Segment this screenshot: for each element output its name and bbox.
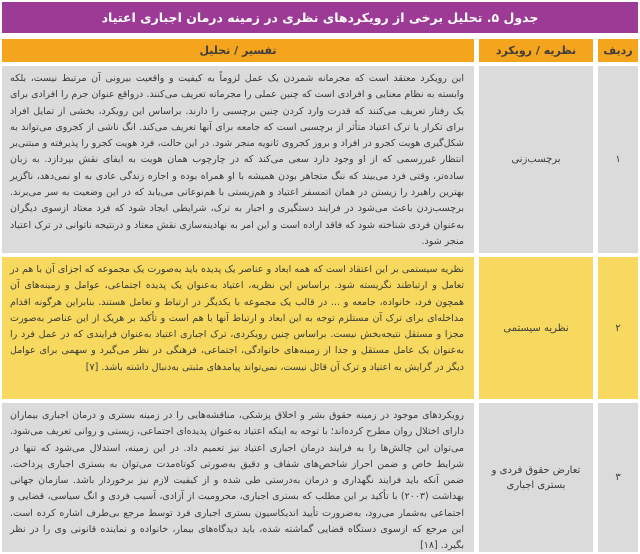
theory-cell: تعارض حقوق فردی و بستری اجباری bbox=[479, 403, 593, 552]
row-number-cell: ۳ bbox=[598, 403, 638, 552]
row-number-cell: ۲ bbox=[598, 257, 638, 399]
table-title-bar bbox=[2, 2, 638, 33]
column-header-row-number: ردیف bbox=[598, 39, 638, 62]
theories-table bbox=[0, 39, 640, 552]
column-header-analysis: تفسیر / تحلیل bbox=[2, 39, 474, 62]
analysis-cell: رویکردهای موجود در زمینه حقوق بشر و اخلاق پزشکی، مناقشه‌هایی را در زمینه بستری و درمان اجباری بیماران دارای اختلال روان مطرح کرده‌اند؛ با توجه به اینکه اعتیاد به‌عنوان پدیده‌ای اجتماعی، زیستی و روانی تعریف می‌شود. می‌توان این چالش‌ها را به فرایند درمان اجباری اعتیاد نیز تعمیم داد. در این زمینه، استدلال می‌شود که تنها در شرایط خاص و ضمن احراز شاخص‌های شفاف و دقیق به‌صورتی کوتاه‌مدت می‌توان به بستری اجباری پرداخت. ضمن آنکه باید فرایند نگهداری و درمان به‌درستی طی شده و از کیفیت لازم نیز برخوردار باشد. سازمان جهانی بهداشت (۲۰۰۳) با تأکید بر این مطلب که بستری اجباری، محرومیت از آزادی، آسیب فردی و انگ سیاسی، قضایی و اجتماعی به‌شمار می‌رود، به‌ضرورت تأیید اندیکاسیون بستری اجباری فرد توسط مرجع بی‌طرف اشاره کرده است. این مرجع که ازسوی دستگاه قضایی گماشته شده، باید دیدگاه‌های بیمار، خانواده و نماینده قانونی وی را در نظر بگیرد. [۱۸] bbox=[2, 403, 474, 552]
analysis-cell: این رویکرد معتقد است که مجرمانه شمردن یک عمل لزوماً به کیفیت و واقعیت بیرونی آن مرتبط نیست، بلکه وابسته به نظام معنایی و افرادی است که چنین عملی را مجرمانه تعریف می‌کنند. درواقع عنوان جرم را افرادی برای یک رفتار تعریف می‌کنند که قدرت وارد کردن چنین برچسبی را دارند. براساس این رویکرد، بخشی از تمایل افراد برای تکرار یا ترک اعتیاد متأثر از برچسبی است که جامعه برای آنها تعریف می‌کند. انگ ناشی از کجروی می‌تواند به شکل‌گیری هویت کجرو در افراد و بروز کجروی ثانویه منجر شود. در این حالت، فرد هویت کجرو را پذیرفته و مبتنی‌بر انتظار غیررسمی که از او وجود دارد سعی می‌کند که در چارچوب همان هویت به ایفای نقش بپردازد. به زبان ساده‌تر، وقتی فرد می‌بیند که ننگ متجاهر بودن همیشه با او همراه بوده و اجازه زندگی عادی به او نمی‌دهد، ناگزیر بهترین راهبرد را زیستن در همان اتمسفر اعتیاد و هم‌زیستی با هم‌نوعانی می‌یابد که در این وضعیت به سر می‌برند. برچسب‌زدن باعث می‌شود در فرایند دستگیری و اجبار به ترک، شرایطی ایجاد شود که فرد معتاد ازسوی دیگران به‌عنوان فردی شناخته شود که فاقد اراده است و این امر به نهادینه‌سازی نقش معتاد و درنتیجه ناتوانی در ترک اعتیاد منجر شود. bbox=[2, 66, 474, 253]
analysis-cell: نظریه سیستمی بر این اعتقاد است که همه ابعاد و عناصر یک پدیده باید به‌صورت یک مجموعه که اجزای آن با هم در تعامل و ارتباطند نگریسته شود. براساس این نظریه، اعتیاد به‌عنوان یک پدیده اجتماعی، عوامل و زمینه‌های آن همچون فرد، خانواده، جامعه و ... در قالب یک مجموعه با یکدیگر در ارتباط و تعامل هستند. بنابراین هرگونه اقدام مداخله‌ای برای ترک آن مستلزم توجه به این ابعاد و ارتباط آنها با هم است و تأکید بر هریک از این عناصر به‌صورت مجزا و مستقل نتیجه‌بخش نیست. براساس چنین رویکردی، ترک اجباری اعتیاد به‌عنوان فرایندی که در عمل فرد را به‌عنوان یک عامل مستقل و جدا از زمینه‌های خانوادگی، اجتماعی، فرهنگی در نظر می‌گیرد و سهمی برای عوامل دیگر در گرایش به اعتیاد و ترک آن قائل نیست، نمی‌تواند پیامدهای مثبتی به‌دنبال داشته باشد. [۷] bbox=[2, 257, 474, 399]
row-number-cell: ۱ bbox=[598, 66, 638, 253]
page-title: جدول ۵. تحلیل برخی از رویکردهای نظری در زمینه درمان اجباری اعتیاد bbox=[101, 10, 539, 25]
theory-cell: برچسب‌زنی bbox=[479, 66, 593, 253]
theory-cell: نظریه سیستمی bbox=[479, 257, 593, 399]
column-header-theory: نظریه / رویکرد bbox=[479, 39, 593, 62]
